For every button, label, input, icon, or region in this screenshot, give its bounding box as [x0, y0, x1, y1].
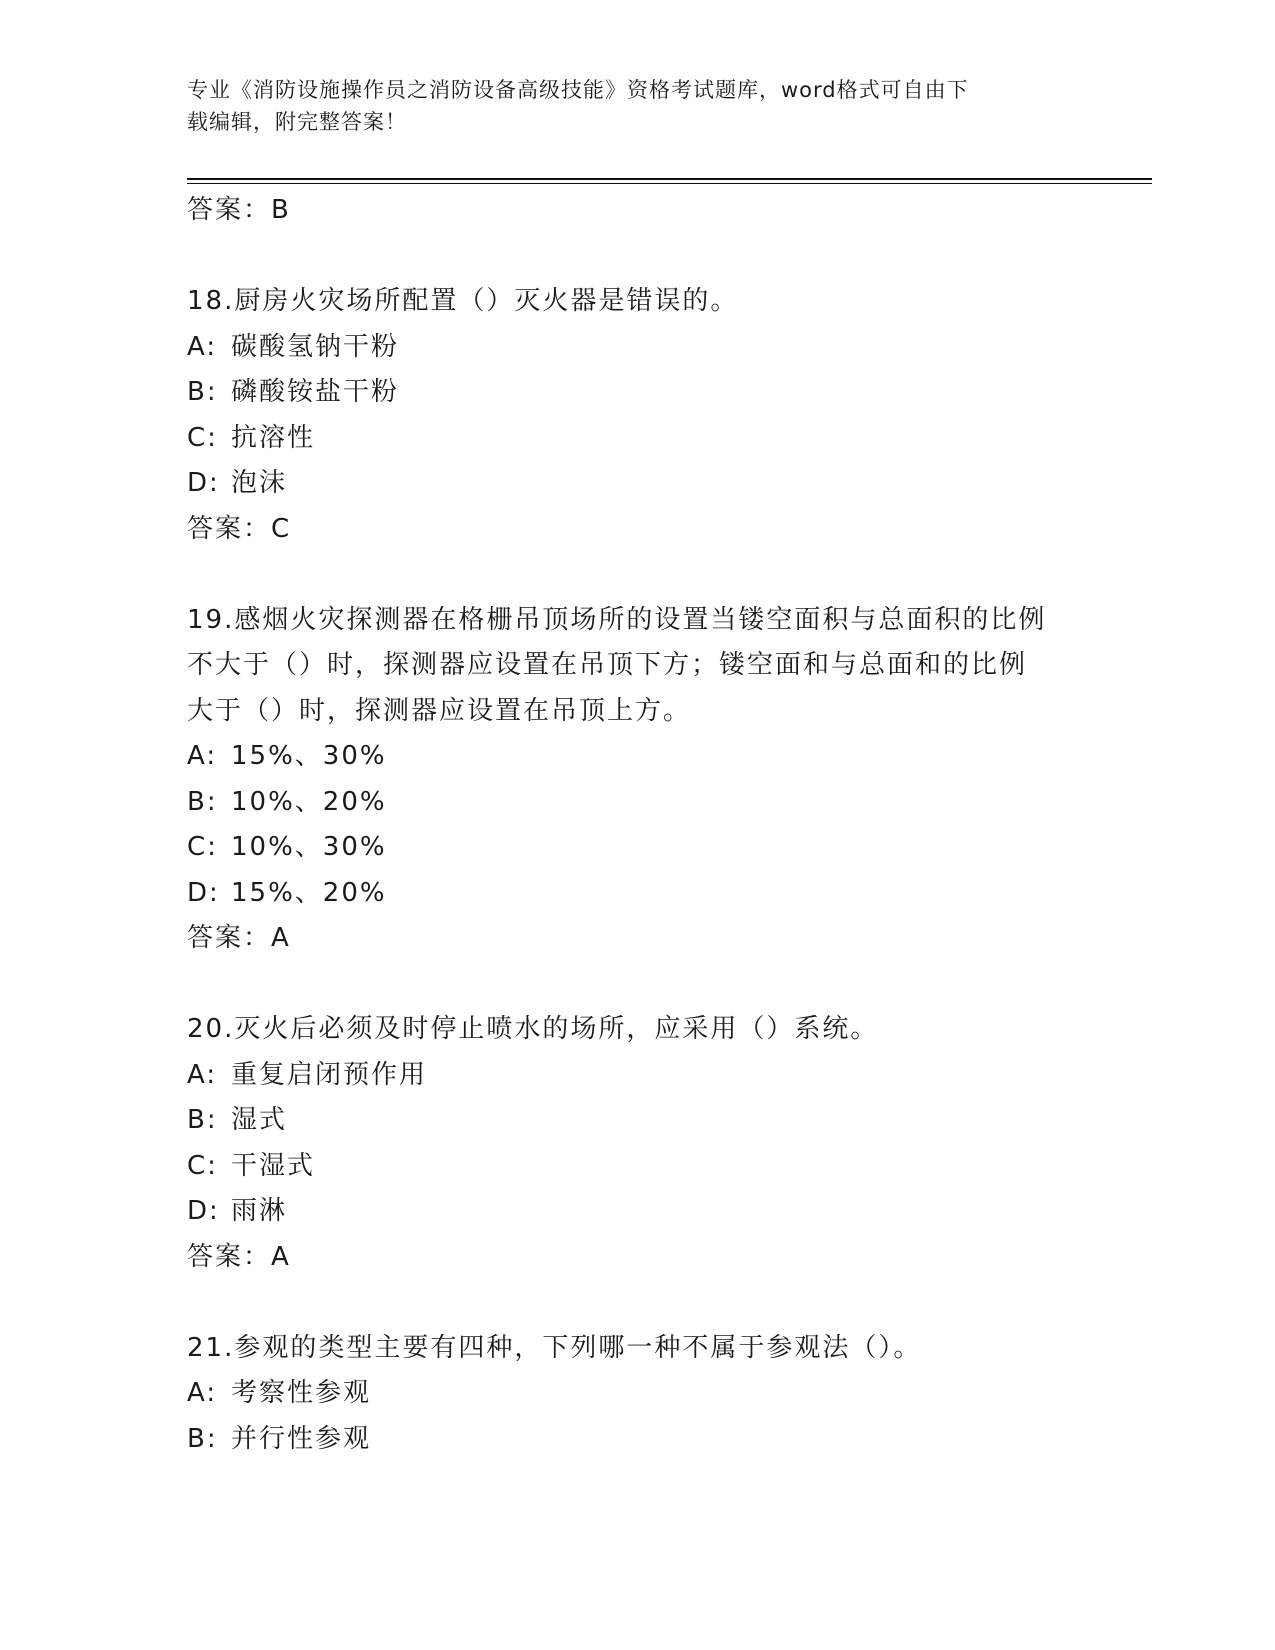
- option-item: [187, 1144, 1087, 1190]
- option-item: [187, 780, 1087, 826]
- option-text: 碳酸氢钠干粉: [231, 331, 400, 362]
- option-letter: D:: [187, 877, 220, 908]
- option-text: 重复启闭预作用: [231, 1059, 428, 1090]
- option-text: 10%、20%: [231, 786, 387, 817]
- option-letter: C:: [187, 832, 218, 862]
- option-letter: A:: [187, 741, 218, 771]
- answer-line: 答案：A: [187, 1241, 291, 1272]
- document-header: [187, 74, 1067, 138]
- option-item: [187, 370, 1087, 416]
- option-letter: C:: [187, 1150, 218, 1181]
- option-text: 15%、20%: [231, 877, 387, 908]
- option-letter: D:: [187, 468, 220, 498]
- answer-line: 答案：B: [187, 195, 291, 225]
- question-block: [187, 598, 1087, 962]
- question-block: [187, 1326, 1087, 1463]
- option-text: 泡沫: [231, 468, 288, 498]
- question-text: 20.灭火后必须及时停止喷水的场所，应采用（）系统。: [187, 1014, 879, 1044]
- question-block: [187, 279, 1087, 552]
- option-text: 考察性参观: [231, 1378, 372, 1408]
- question-text: 大于（）时，探测器应设置在吊顶上方。: [187, 695, 692, 726]
- option-item: [187, 461, 1087, 507]
- option-text: 15%、30%: [231, 741, 387, 771]
- option-letter: D:: [187, 1196, 220, 1226]
- option-letter: B:: [187, 377, 218, 407]
- answer-line: 答案：C: [187, 513, 292, 544]
- question-content: [187, 188, 1087, 1462]
- option-item: [187, 871, 1087, 917]
- option-letter: A:: [187, 331, 218, 362]
- option-item: [187, 325, 1087, 371]
- option-letter: B:: [187, 1423, 218, 1454]
- option-letter: A:: [187, 1059, 218, 1090]
- option-text: 干湿式: [231, 1150, 316, 1181]
- header-rule-thick: [187, 178, 1152, 180]
- header-line-1: 专业《消防设施操作员之消防设备高级技能》资格考试题库，word格式可自由下: [187, 78, 969, 102]
- spacer: [187, 234, 1087, 280]
- question-text: 18.厨房火灾场所配置（）灭火器是错误的。: [187, 286, 739, 316]
- spacer: [187, 962, 1087, 1008]
- spacer: [187, 552, 1087, 598]
- option-item: [187, 825, 1087, 871]
- option-item: [187, 416, 1087, 462]
- question-text: 19.感烟火灾探测器在格栅吊顶场所的设置当镂空面积与总面积的比例: [187, 604, 1047, 635]
- option-item: [187, 1098, 1087, 1144]
- option-item: [187, 1417, 1087, 1463]
- option-text: 抗溶性: [231, 422, 316, 453]
- answer-line: 答案：A: [187, 923, 291, 953]
- header-line-2: 载编辑，附完整答案！: [187, 110, 407, 134]
- option-item: [187, 734, 1087, 780]
- option-text: 磷酸铵盐干粉: [231, 377, 400, 407]
- question-text: 21.参观的类型主要有四种，下列哪一种不属于参观法（）。: [187, 1332, 922, 1363]
- option-letter: A:: [187, 1378, 218, 1408]
- option-text: 10%、30%: [231, 832, 387, 862]
- header-rule-thin: [187, 183, 1152, 184]
- option-text: 并行性参观: [231, 1423, 372, 1454]
- spacer: [187, 1280, 1087, 1326]
- option-item: [187, 1371, 1087, 1417]
- question-text: 不大于（）时，探测器应设置在吊顶下方；镂空面和与总面和的比例: [187, 650, 1028, 680]
- option-text: 湿式: [231, 1105, 288, 1135]
- option-letter: B:: [187, 1105, 218, 1135]
- option-letter: B:: [187, 786, 218, 817]
- question-block: [187, 1007, 1087, 1280]
- option-item: [187, 1189, 1087, 1235]
- option-item: [187, 1053, 1087, 1099]
- option-text: 雨淋: [231, 1196, 288, 1226]
- option-letter: C:: [187, 422, 218, 453]
